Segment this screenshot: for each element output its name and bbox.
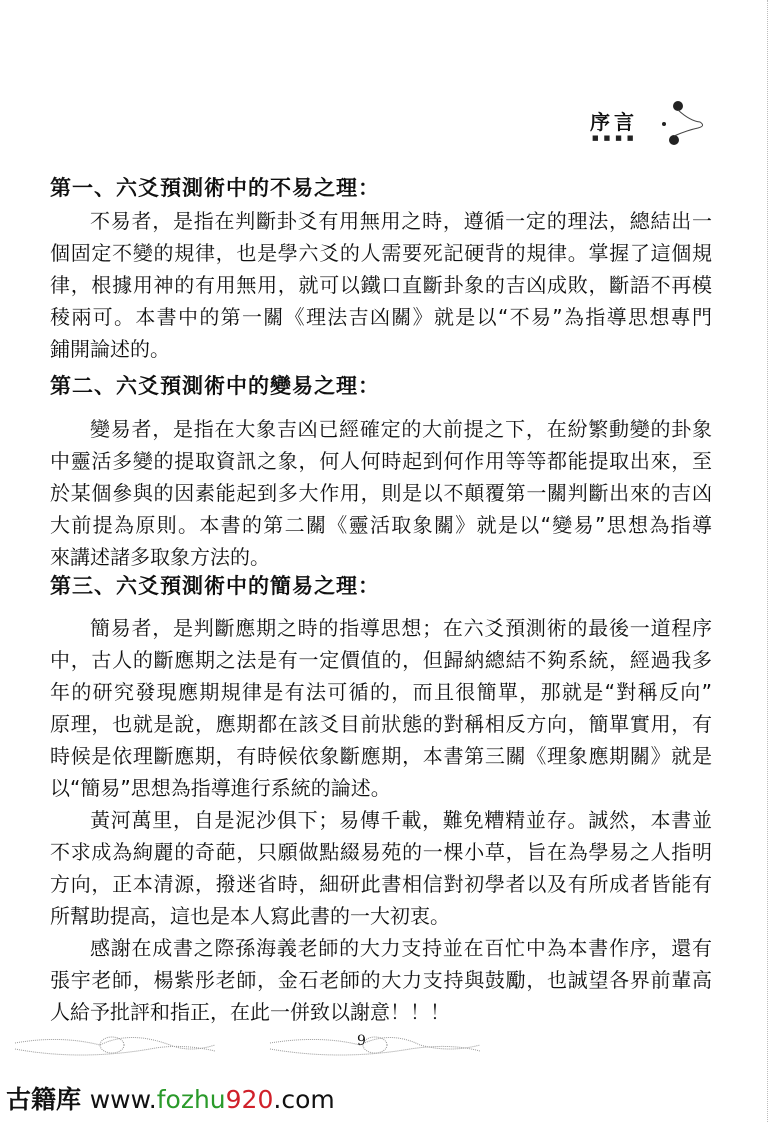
footer-scroll-ornament-icon [0,1025,776,1065]
chapter-title: 序言 [590,110,638,134]
paragraph-line: 黃河萬里，自是泥沙俱下；易傳千載，難免糟精並存。誠然，本書並 [90,808,712,832]
paragraph-line: 中，古人的斷應期之法是有一定價值的，但歸納總結不夠系統，經過我多 [50,648,712,672]
paragraph-line: 不易者，是指在判斷卦爻有用無用之時，遵循一定的理法，總結出一 [90,209,712,233]
paragraph-line: 來講述諸多取象方法的。 [50,545,270,569]
paragraph-line: 以“簡易”思想為指導進行系統的論述。 [50,776,391,800]
flower-ornament-icon [660,96,710,151]
title-ornament-dots: ■■■■ [592,134,639,142]
paragraph-line: 鋪開論述的。 [50,337,170,361]
paragraph-line: 方向，正本清源，撥迷省時，細研此書相信對初學者以及有所成者皆能有 [50,872,712,896]
paragraph-line: 張宇老師，楊紫彤老師，金石老師的大力支持與鼓勵，也誠望各界前輩高 [50,968,712,992]
watermark-www: www. [89,1085,157,1114]
paragraph-line: 時候是依理斷應期，有時候依象斷應期，本書第三關《理象應期關》就是 [50,744,712,768]
paragraph-line: 大前提為原則。本書的第二關《靈活取象關》就是以“變易”思想為指導 [50,513,712,537]
watermark-green: fozhu [156,1085,226,1114]
paragraph-line: 所幫助提高，這也是本人寫此書的一大初衷。 [50,904,450,928]
watermark-red: 920 [225,1085,274,1114]
watermark-suffix: .com [273,1085,335,1114]
paragraph-line: 人給予批評和指正，在此一併致以謝意！！！ [50,1000,450,1024]
section-2-body [50,413,712,573]
watermark [6,1080,335,1116]
paragraph-line: 簡易者，是判斷應期之時的指導思想；在六爻預測術的最後一道程序 [90,616,712,640]
watermark-prefix: 古籍库 [6,1085,82,1114]
paragraph-line: 稜兩可。本書中的第一關《理法吉凶關》就是以“不易”為指導思想專門 [50,305,712,329]
page-footer [0,1025,776,1065]
paragraph-line: 不求成為絢麗的奇葩，只願做點綴易苑的一棵小草，旨在為學易之人指明 [50,840,712,864]
paragraph-line: 個固定不變的規律，也是學六爻的人需要死記硬背的規律。掌握了這個規 [50,241,712,265]
paragraph-line: 原理，也就是說，應期都在該爻目前狀態的對稱相反方向，簡單實用，有 [50,712,712,736]
paragraph-line: 年的研究發現應期規律是有法可循的，而且很簡單，那就是“對稱反向” [50,680,712,704]
page-edge [767,0,769,1122]
section-heading-2: 第二、六爻預測術中的變易之理： [50,374,380,398]
paragraph-line: 感謝在成書之際孫海義老師的大力支持並在百忙中為本書作序，還有 [90,936,712,960]
paragraph-line: 於某個參與的因素能起到多大作用，則是以不顛覆第一關判斷出來的吉凶 [50,481,712,505]
page-number: 9 [357,1033,366,1049]
section-1-body [50,205,712,365]
section-heading-1: 第一、六爻預測術中的不易之理： [50,176,380,200]
chapter-header [590,96,710,156]
section-heading-3: 第三、六爻預測術中的簡易之理： [50,574,380,598]
paragraph-line: 中靈活多變的提取資訊之象，何人何時起到何作用等等都能提取出來，至 [50,449,712,473]
paragraph-line: 律，根據用神的有用無用，就可以鐵口直斷卦象的吉凶成敗，斷語不再模 [50,273,712,297]
paragraph-line: 變易者，是指在大象吉凶已經確定的大前提之下，在紛繁動變的卦象 [90,417,712,441]
section-3-body [50,612,712,1028]
